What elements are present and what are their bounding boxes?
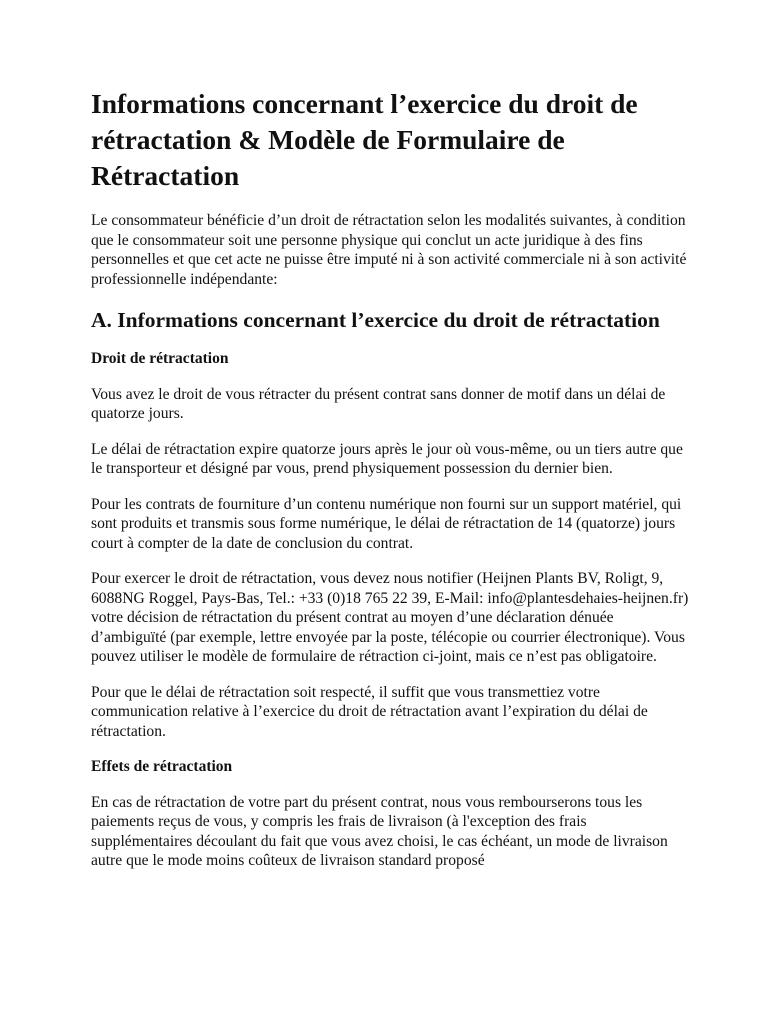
section-a-heading: A. Informations concernant l’exercice du droit de rétractation [91, 308, 660, 332]
effets-de-retractation-heading: Effets de rétractation [91, 758, 233, 775]
document-page [91, 86, 691, 887]
droit-paragraph-5: Pour que le délai de rétractation soit respecté, il suffit que vous transmettiez votre communication relative à l’exercice du droit de rétractation avant l’expiration du délai de rétractation. [91, 683, 648, 740]
intro-paragraph: Le consommateur bénéficie d’un droit de rétractation selon les modalités suivantes, à condition que le consommateur soit une personne physique qui conclut un acte juridique à des fins personnelles et que cet acte ne puisse être imputé ni à son activité commerciale ni à son activité professionnelle indépendante: [91, 212, 687, 288]
droit-paragraph-4: Pour exercer le droit de rétractation, vous devez nous notifier (Heijnen Plants BV, Roligt, 9, 6088NG Roggel, Pays-Bas, Tel.: +33 (0)18 765 22 39, E-Mail: info@plantesdehaies-heijnen.fr) votre décision de rétractation du présent contrat au moyen d’une déclaration dénuée d’ambiguïté (par exemple, lettre envoyée par la poste, télécopie ou courrier électronique). Vous pouvez utiliser le modèle de formulaire de rétraction ci-joint, mais ce n’est pas obligatoire. [91, 570, 689, 665]
droit-paragraph-1: Vous avez le droit de vous rétracter du présent contrat sans donner de motif dans un délai de quatorze jours. [91, 385, 666, 422]
effets-paragraph-1: En cas de rétractation de votre part du présent contrat, nous vous rembourserons tous les paiements reçus de vous, y compris les frais de livraison (à l'exception des frais supplémentaires découlant du fait que vous avez choisi, le cas échéant, un mode de livraison autre que le mode moins coûteux de livraison standard proposé [91, 793, 668, 869]
droit-de-retractation-heading: Droit de rétractation [91, 350, 229, 367]
droit-paragraph-2: Le délai de rétractation expire quatorze jours après le jour où vous-même, ou un tiers autre que le transporteur et désigné par vous, prend physiquement possession du dernier bien. [91, 440, 683, 477]
document-title: Informations concernant l’exercice du droit de rétractation & Modèle de Formulaire de Rétractation [91, 88, 638, 191]
droit-paragraph-3: Pour les contrats de fourniture d’un contenu numérique non fourni sur un support matériel, qui sont produits et transmis sous forme numérique, le délai de rétractation de 14 (quatorze) jours court à compter de la date de conclusion du contrat. [91, 495, 682, 552]
